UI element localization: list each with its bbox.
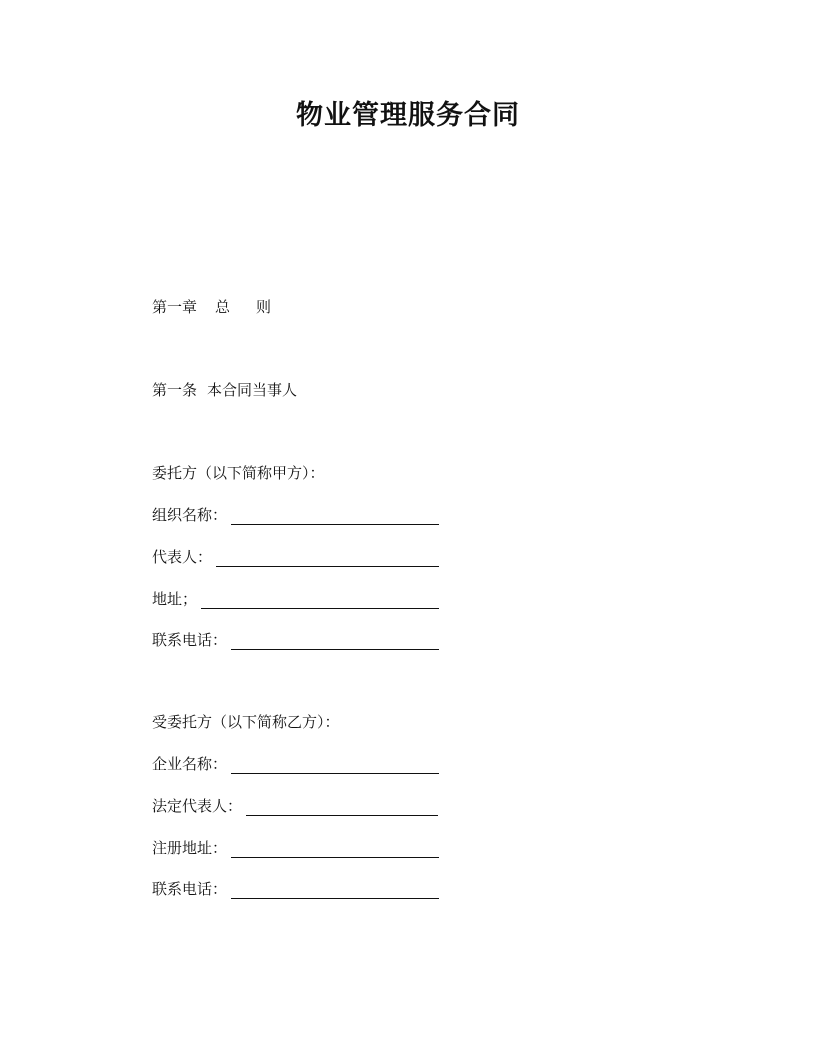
party-a-phone-label: 联系电话： <box>152 631 228 649</box>
party-a-org-name-row <box>152 504 439 525</box>
party-b-reg-address-label: 注册地址： <box>152 839 228 857</box>
chapter-name-part2: 则 <box>256 298 272 316</box>
chapter-heading <box>152 297 271 317</box>
party-b-company-name-input[interactable] <box>231 753 439 774</box>
party-b-phone-input[interactable] <box>231 878 439 899</box>
article-number: 第一条 <box>152 381 198 399</box>
party-a-representative-label: 代表人： <box>152 548 213 566</box>
chapter-name-part1: 总 <box>215 298 231 316</box>
party-a-org-name-input[interactable] <box>231 504 439 525</box>
party-b-reg-address-row <box>152 837 439 858</box>
party-b-company-name-label: 企业名称： <box>152 755 228 773</box>
document-title: 物业管理服务合同 <box>296 100 520 131</box>
party-b-phone-label: 联系电话： <box>152 880 228 898</box>
party-b-company-name-row <box>152 753 439 774</box>
party-a-representative-input[interactable] <box>216 546 439 567</box>
article-heading <box>152 380 297 400</box>
party-a-phone-row <box>152 629 439 650</box>
chapter-number: 第一章 <box>152 298 198 316</box>
party-a-representative-row <box>152 546 439 567</box>
party-b-reg-address-input[interactable] <box>231 837 439 858</box>
party-a-org-name-label: 组织名称： <box>152 506 228 524</box>
party-b-heading: 受委托方（以下简称乙方）： <box>152 713 340 731</box>
party-b-phone-row <box>152 878 439 899</box>
party-b-legal-rep-label: 法定代表人： <box>152 797 243 815</box>
party-a-phone-input[interactable] <box>231 629 439 650</box>
article-name: 本合同当事人 <box>207 381 298 399</box>
party-a-address-row <box>152 588 439 609</box>
party-b-legal-rep-row <box>152 795 438 816</box>
party-a-address-label: 地址； <box>152 590 198 608</box>
party-a-address-input[interactable] <box>201 588 439 609</box>
party-a-heading: 委托方（以下简称甲方）： <box>152 464 325 482</box>
party-b-legal-rep-input[interactable] <box>246 795 438 816</box>
